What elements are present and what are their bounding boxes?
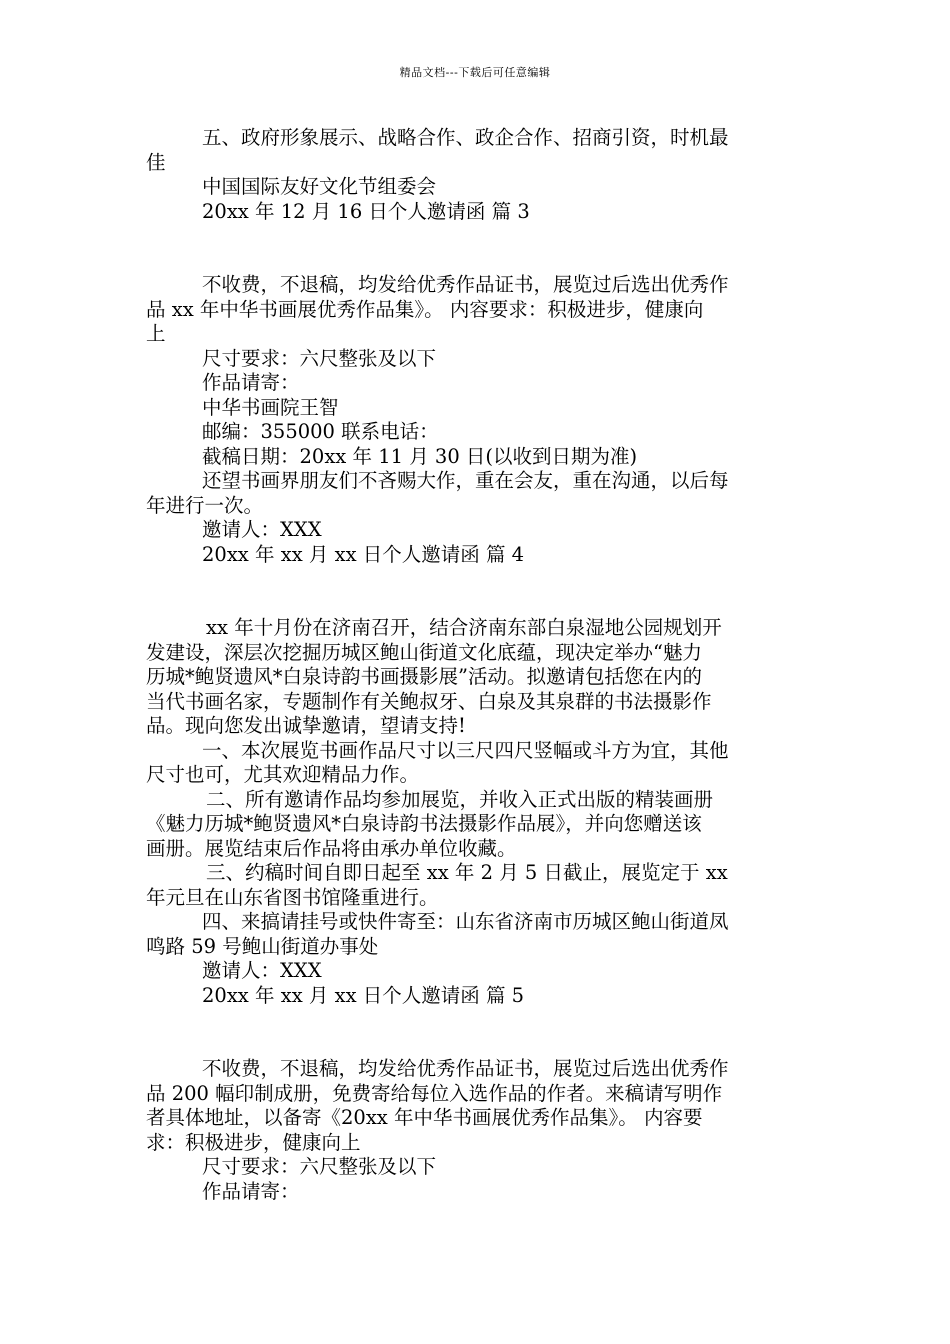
paragraph-line: 发建设，深层次挖掘历城区鲍山街道文化底蕴，现决定举办“魅力: [146, 640, 702, 664]
paragraph-line: 历城*鲍贤遗风*白泉诗韵书画摄影展”活动。拟邀请包括您在内的: [146, 665, 702, 688]
paragraph-line: 当代书画名家，专题制作有关鲍叔牙、白泉及其泉群的书法摄影作: [146, 689, 712, 713]
signature-line: 邀请人：XXX: [202, 518, 322, 541]
paragraph-line: 不收费，不退稿，均发给优秀作品证书，展览过后选出优秀作: [202, 1057, 729, 1080]
paragraph-line: 邮编：355000 联系电话：: [202, 420, 439, 443]
paragraph-line: 四、来搞请挂号或快件寄至：山东省济南市历城区鲍山街道凤: [202, 910, 729, 933]
paragraph-line: 《魅力历城*鲍贤遗风*白泉诗韵书法摄影作品展》，并向您赠送该: [146, 812, 702, 835]
paragraph-line: 五、政府形象展示、战略合作、政企合作、招商引资，时机最: [202, 126, 729, 149]
paragraph-line: 品。现向您发出诚挚邀请，望请支持!: [146, 714, 466, 737]
paragraph-line: 尺寸要求：六尺整张及以下: [202, 346, 437, 370]
paragraph-line: xx 年十月份在济南召开，结合济南东部白泉湿地公园规划开: [206, 616, 722, 639]
paragraph-line: 上: [146, 322, 166, 345]
paragraph-line: 鸣路 59 号鲍山街道办事处: [146, 934, 379, 958]
paragraph-line: 年元旦在山东省图书馆隆重进行。: [146, 885, 439, 909]
paragraph-line: 佳: [146, 150, 166, 174]
section-heading: 20xx 年 xx 月 xx 日个人邀请函 篇 5: [202, 983, 525, 1007]
document-body: [146, 126, 808, 1204]
blank-space: [146, 224, 808, 273]
paragraph-line: 者具体地址，以备寄《20xx 年中华书画展优秀作品集》。 内容要: [146, 1106, 703, 1129]
paragraph-line: 尺寸也可，尤其欢迎精品力作。: [146, 763, 420, 786]
paragraph-line: 尺寸要求：六尺整张及以下: [202, 1155, 437, 1178]
paragraph-line: 年进行一次。: [146, 493, 264, 517]
paragraph-line: 不收费，不退稿，均发给优秀作品证书，展览过后选出优秀作: [202, 273, 729, 296]
paragraph-line: 三、约稿时间自即日起至 xx 年 2 月 5 日截止，展览定于 xx: [206, 861, 728, 884]
paragraph-line: 还望书画界朋友们不吝赐大作，重在会友，重在沟通，以后每: [202, 469, 729, 492]
section-heading: 20xx 年 12 月 16 日个人邀请函 篇 3: [202, 199, 530, 223]
paragraph-line: 截稿日期：20xx 年 11 月 30 日(以收到日期为准): [202, 444, 638, 468]
page-header: 精品文档---下载后可任意编辑: [399, 66, 551, 79]
paragraph-line: 品 xx 年中华书画展优秀作品集》。 内容要求：积极进步，健康向: [146, 297, 704, 321]
paragraph-line: 作品请寄：: [202, 371, 300, 394]
paragraph-line: 求：积极进步，健康向上: [146, 1130, 361, 1154]
paragraph-line: 品 200 幅印制成册，免费寄给每位入选作品的作者。来稿请写明作: [146, 1081, 723, 1105]
paragraph-line: 一、本次展览书画作品尺寸以三尺四尺竖幅或斗方为宜，其他: [202, 738, 729, 762]
blank-space: [146, 567, 808, 616]
paragraph-line: 中华书画院王智: [202, 395, 339, 419]
paragraph-line: 作品请寄：: [202, 1179, 300, 1203]
paragraph-line: 二、所有邀请作品均参加展览，并收入正式出版的精装画册: [206, 787, 714, 811]
section-heading: 20xx 年 xx 月 xx 日个人邀请函 篇 4: [202, 542, 525, 566]
blank-space: [146, 1008, 808, 1057]
signature-line: 邀请人：XXX: [202, 959, 322, 982]
signature-line: 中国国际友好文化节组委会: [202, 175, 437, 198]
paragraph-line: 画册。展览结束后作品将由承办单位收藏。: [146, 836, 517, 860]
